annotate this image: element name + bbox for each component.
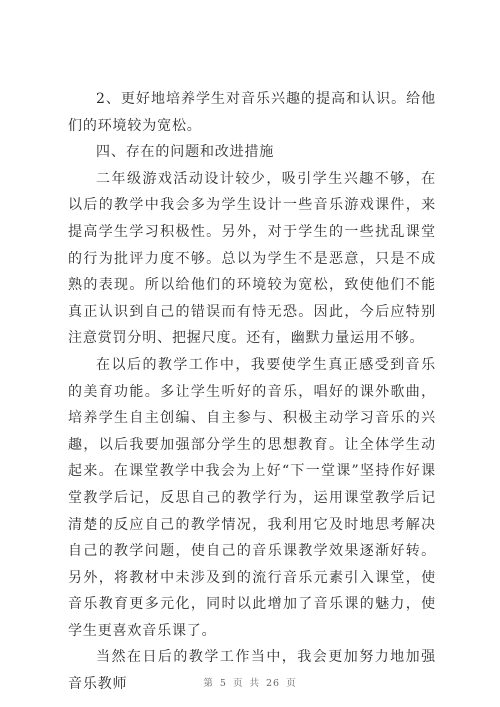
footer-total-pages: 26 — [265, 678, 281, 689]
footer-total-word: 页 — [286, 678, 297, 689]
paragraph-conclusion: 当然在日后的教学工作当中，我会更加努力地加强音乐教师 — [68, 649, 436, 693]
section-heading-problems: 四、存在的问题和改进措施 — [96, 144, 275, 161]
document-body — [68, 86, 436, 698]
footer-current-page: 5 — [219, 678, 227, 689]
page-footer — [0, 675, 500, 689]
footer-page-label: 第 — [203, 678, 214, 689]
paragraph-point-2: 2、更好地培养学生对音乐兴趣的提高和认识。给他们的环境较为宽松。 — [68, 91, 436, 134]
footer-total-label: 共 — [249, 678, 260, 689]
paragraph-problems: 二年级游戏活动设计较少，吸引学生兴趣不够，在以后的教学中我会多为学生设计一些音乐游戏课件，来提高学生学习积极性。另外，对于学生的一些扰乱课堂的行为批评力度不够。总以为学生不是恶意，只是不成熟的表现。所以给他们的环境较为宽松，致使他们不能真正认识到自己的错误而有恃无恐。因此，今后应特别注意赏罚分明、把握尺度。还有，幽默力量运用不够。 — [68, 170, 436, 347]
paragraph-improvements: 在以后的教学工作中，我要使学生真正感受到音乐的美育功能。多让学生听好的音乐，唱好的课外歌曲，培养学生自主创编、自主参与、积极主动学习音乐的兴趣，以后我要加强部分学生的思想教育。让全体学生动起来。在课堂教学中我会为上好“下一堂课”坚持作好课堂教学后记，反思自己的教学行为，运用课堂教学后记清楚的反应自己的教学情况，我利用它及时地思考解决自己的教学问题，使自己的音乐课教学效果逐渐好转。另外，将教材中未涉及到的流行音乐元素引入课堂，使音乐教育更多元化，同时以此增加了音乐课的魅力，使学生更喜欢音乐课了。 — [68, 356, 436, 639]
footer-page-word: 页 — [232, 678, 244, 689]
